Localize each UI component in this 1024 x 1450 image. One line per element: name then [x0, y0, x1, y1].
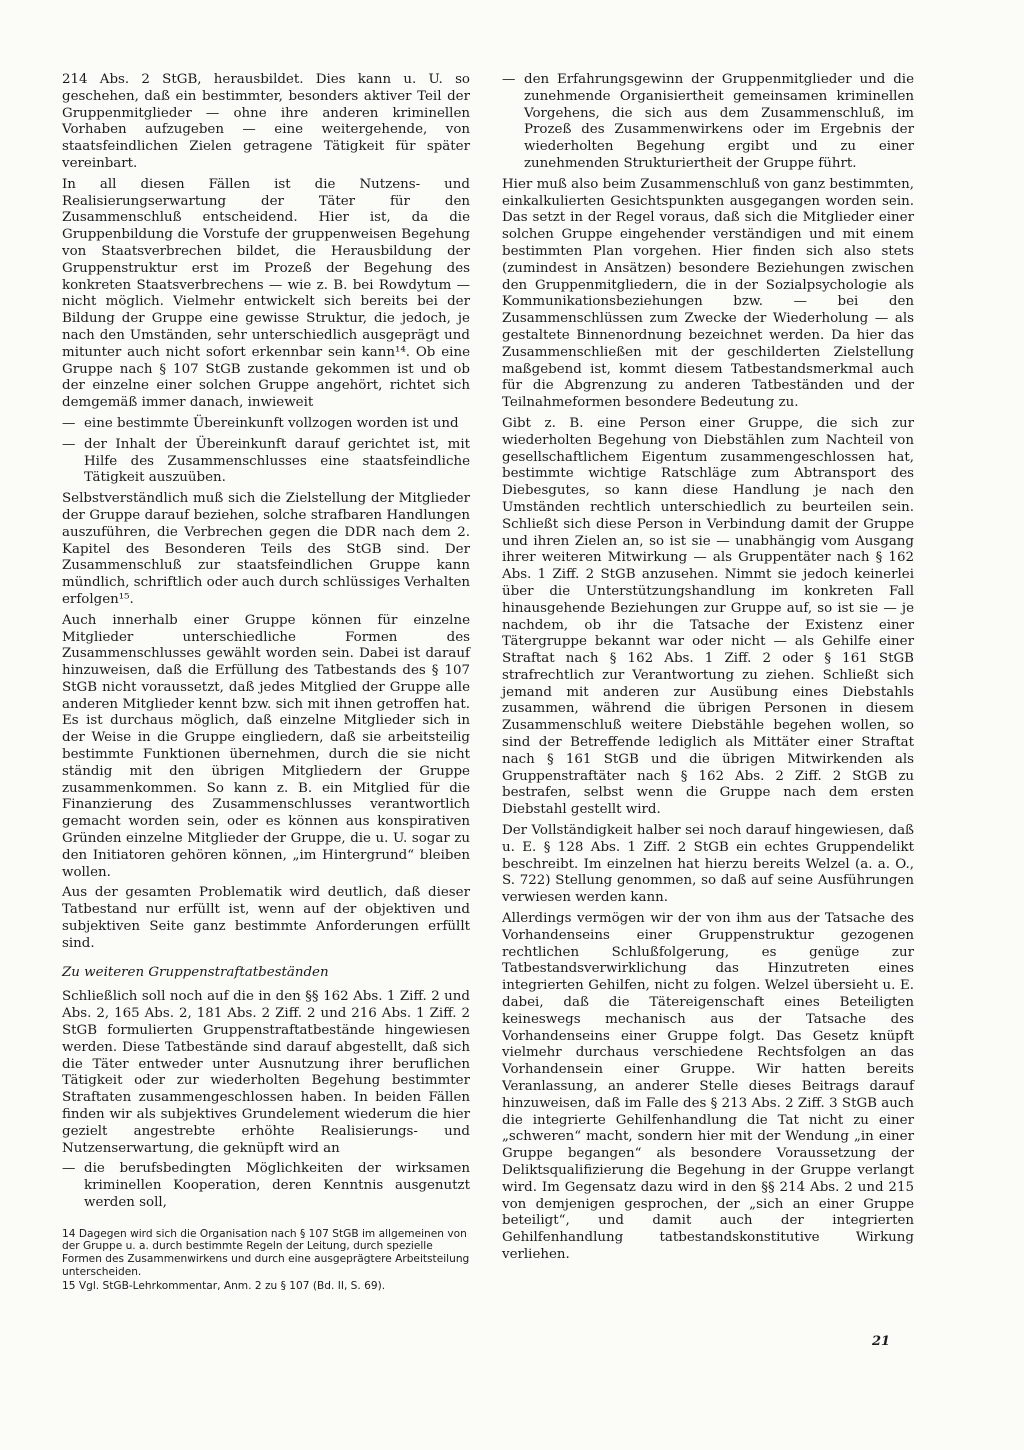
paragraph: Selbstverständlich muß sich die Zielstellung der Mitglieder der Gruppe darauf beziehen, solche strafbaren Handlungen auszuführen, die Verbrechen gegen die DDR nach dem 2. Kapitel des Besonderen Teils des StGB sind. Der Zusammenschluß zur staatsfeindlichen Gruppe kann mündlich, schriftlich oder auch durch schlüssiges Verhalten erfolgen¹⁵.	[62, 491, 471, 607]
list-item-text: der Inhalt der Übereinkunft darauf gerichtet ist, mit Hilfe des Zusammenschlusses eine staatsfeindliche Tätigkeit auszuüben.	[84, 436, 470, 486]
list-item-text: den Erfahrungsgewinn der Gruppenmitglieder und die zunehmende Organisiertheit gemeinsamen kriminellen Vorgehens, die sich aus dem Zusammenschluß, im Prozeß des Zusammenwirkens oder im Ergebnis der wiederholten Begehung ergibt und zu einer zunehmenden Strukturiertheit der Gruppe führt.	[524, 72, 914, 171]
list-item-text: die berufsbedingten Möglichkeiten der wirksamen kriminellen Kooperation, deren Kenntnis ausgenutzt werden soll,	[84, 1161, 470, 1210]
paragraph: Gibt z. B. eine Person einer Gruppe, die sich zur wiederholten Begehung von Diebstählen zum Nachteil von gesellschaftlichem Eigentum zusammengeschlossen hat, bestimmte wichtige Ratschläge zum Abtransport des Diebesgutes, so kann diese Handlung je nach den Umständen rechtlich unterschiedlich zu beurteilen sein. Schließt sich diese Person in Verbindung damit der Gruppe und ihren Zielen an, so ist sie — unabhängig vom Ausgang ihrer weiteren Mitwirkung — als Gruppentäter nach § 162 Abs. 1 Ziff. 2 StGB anzusehen. Nimmt sie jedoch keinerlei über die Unterstützungshandlung im konkreten Fall hinausgehende Beziehungen zur Gruppe auf, so ist sie — je nachdem, ob ihr die Tatsache der Existenz einer Tätergruppe bekannt war oder nicht — als Gehilfe einer Straftat nach § 162 Abs. 1 Ziff. 2 oder § 161 StGB strafrechtlich zur Verantwortung zu ziehen. Schließt sich jemand mit anderen zur Ausübung eines Diebstahls zusammen, während die übrigen Personen in diesem Zusammenschluß weitere Diebstähle begehen wollen, so sind der Betreffende lediglich als Mittäter einer Straftat nach § 161 StGB und die übrigen Mitwirkenden als Gruppenstraftäter nach § 162 Abs. 2 Ziff. 2 StGB zu bestrafen, selbst wenn die Gruppe nach dem ersten Diebstahl gestellt wird.	[502, 415, 914, 818]
list-item-text: eine bestimmte Übereinkunft vollzogen worden ist und	[84, 415, 459, 431]
paragraph: Allerdings vermögen wir der von ihm aus der Tatsache des Vorhandenseins einer Gruppenstruktur gezogenen rechtlichen Schlußfolgerung, es genüge zur Tatbestandsverwirklichung das Hinzutreten eines integrierten Gehilfen, nicht zu folgen. Welzel übersieht u. E. dabei, daß die Tätereigenschaft eines Beteiligten keineswegs mechanisch aus der Tatsache des Vorhandenseins einer Gruppe folgt. Das Gesetz knüpft vielmehr durchaus verschiedene Rechtsfolgen an das Vorhandensein einer Gruppe. Wir hatten bereits Veranlassung, an anderer Stelle dieses Beitrags darauf hinzuweisen, daß im Falle des § 213 Abs. 2 Ziff. 3 StGB auch die integrierte Gehilfenhandlung die Tat nicht zu einer „schweren“ macht, sondern hier mit der Wendung „in einer Gruppe begangen“ als besondere Voraussetzung der Deliktsqualifizierung die Begehung in der Gruppe verlangt wird. Im Gegensatz dazu wird in den §§ 214 Abs. 2 und 215 von demjenigen gesprochen, der „sich an einer Gruppe beteiligt“, und damit auch der integrierten Gehilfenhandlung tatbestandskonstitutive Wirkung verliehen.	[502, 911, 914, 1262]
dash-list-item: — der Inhalt der Übereinkunft darauf gerichtet ist, mit Hilfe des Zusammenschlusses eine staatsfeindliche Tätigkeit auszuüben.	[62, 436, 470, 486]
dash-list-item: — die berufsbedingten Möglichkeiten der wirksamen kriminellen Kooperation, deren Kenntnis ausgenutzt werden soll,	[62, 1161, 470, 1210]
page-number: 21	[872, 1334, 891, 1349]
paragraph: Hier muß also beim Zusammenschluß von ganz bestimmten, einkalkulierten Gesichtspunkten ausgegangen worden sein. Das setzt in der Regel voraus, daß sich die Mitglieder einer solchen Gruppe eingehender verständigen und mit einem bestimmten Plan vorgehen. Hier finden sich also stets (zumindest in Ansätzen) besondere Beziehungen zwischen den Gruppenmitgliedern, die in der Sozialpsychologie als Kommunikationsbeziehungen bzw. — bei den Zusammenschlüssen zum Zwecke der Wiederholung — als gestaltete Binnenordnung bezeichnet werden. Da hier das Zusammenschließen mit der geschilderten Zielstellung maßgebend ist, kommt diesem Tatbestandsmerkmal auch für die Abgrenzung zu anderen Tatbeständen und der Teilnahmeformen besondere Bedeutung zu.	[502, 176, 914, 411]
paragraph: Schließlich soll noch auf die in den §§ 162 Abs. 1 Ziff. 2 und Abs. 2, 165 Abs. 2, 181 Abs. 2 Ziff. 2 und 216 Abs. 1 Ziff. 2 StGB formulierten Gruppenstraftatbestände hingewiesen werden. Diese Tatbestände sind darauf abgestellt, daß sich die Täter entweder unter Ausnutzung ihrer beruflichen Tätigkeit oder zur wiederholten Begehung bestimmter Straftaten zusammengeschlossen haben. In beiden Fällen finden wir als subjektives Grundelement wiederum die hier gezielt angestrebte erhöhte Realisierungs- und Nutzenserwartung, die geknüpft wird an	[62, 989, 470, 1156]
footnotes	[62, 1228, 470, 1293]
section-heading: Zu weiteren Gruppenstraftatbeständen	[62, 964, 329, 980]
footnote-14: 14 Dagegen wird sich die Organisation nach § 107 StGB im allgemeinen von der Gruppe u. a. durch bestimmte Regeln der Leitung, durch spezielle Formen des Zusammenwirkens und durch eine ausgeprägtere Arbeitsteilung unterscheiden.	[62, 1227, 470, 1278]
paragraph: Aus der gesamten Problematik wird deutlich, daß dieser Tatbestand nur erfüllt ist, wenn auf der objektiven und subjektiven Seite ganz bestimmte Anforderungen erfüllt sind.	[62, 885, 470, 951]
right-column	[502, 72, 914, 1268]
paragraph: 214 Abs. 2 StGB, herausbildet. Dies kann u. U. so geschehen, daß ein bestimmter, besonders aktiver Teil der Gruppenmitglieder — ohne ihre anderen kriminellen Vorhaben aufzugeben — eine weitergehende, von staatsfeindlichen Zielen getragene Tätigkeit für später vereinbart.	[62, 72, 470, 171]
paragraph: In all diesen Fällen ist die Nutzens- und Realisierungserwartung der Täter für den Zusammenschluß entscheidend. Hier ist, da die Gruppenbildung die Vorstufe der gruppenweisen Begehung von Staatsverbrechen bildet, die Herausbildung der Gruppenstruktur erst im Prozeß der Begehung des konkreten Staatsverbrechens — wie z. B. bei Rowdytum — nicht möglich. Vielmehr entwickelt sich bereits bei der Bildung der Gruppe eine gewisse Struktur, die jedoch, je nach den Umständen, sehr unterschiedlich ausgeprägt und mitunter auch nicht sofort erkennbar sein kann¹⁴. Ob eine Gruppe nach § 107 StGB zustande gekommen ist und ob der einzelne einer solchen Gruppe angehört, richtet sich demgemäß immer danach, inwieweit	[62, 176, 470, 411]
footnote-15: 15 Vgl. StGB-Lehrkommentar, Anm. 2 zu § 107 (Bd. II, S. 69).	[62, 1280, 386, 1293]
paragraph: Auch innerhalb einer Gruppe können für einzelne Mitglieder unterschiedliche Formen des Zusammenschlusses gewählt worden sein. Dabei ist darauf hinzuweisen, daß die Erfüllung des Tatbestands des § 107 StGB nicht voraussetzt, daß jedes Mitglied der Gruppe alle anderen Mitglieder kennt bzw. sich mit ihnen getroffen hat. Es ist durchaus möglich, daß einzelne Mitglieder sich in der Weise in die Gruppe eingliedern, daß sie arbeitsteilig bestimmte Funktionen übernehmen, durch die sie nicht ständig mit den übrigen Mitgliedern der Gruppe zusammenkommen. So kann z. B. ein Mitglied für die Finanzierung des Zusammenschlusses verantwortlich gemacht worden sein, oder es können aus konspirativen Gründen einzelne Mitglieder der Gruppe, die u. U. sogar zu den Initiatoren gehören können, „im Hintergrund“ bleiben wollen.	[62, 612, 470, 880]
dash-list-item: — den Erfahrungsgewinn der Gruppenmitglieder und die zunehmende Organisiertheit gemeinsamen kriminellen Vorgehens, die sich aus dem Zusammenschluß, im Prozeß des Zusammenwirkens oder im Ergebnis der wiederholten Begehung ergibt und zu einer zunehmenden Strukturiertheit der Gruppe führt.	[502, 72, 914, 171]
left-column	[62, 72, 470, 1295]
dash-list-item: — eine bestimmte Übereinkunft vollzogen worden ist und	[62, 416, 470, 433]
paragraph: Der Vollständigkeit halber sei noch darauf hingewiesen, daß u. E. § 128 Abs. 1 Ziff. 2 StGB ein echtes Gruppendelikt beschreibt. Im einzelnen hat hierzu bereits Welzel (a. a. O., S. 722) Stellung genommen, so daß auf seine Ausführungen verwiesen werden kann.	[502, 823, 914, 906]
